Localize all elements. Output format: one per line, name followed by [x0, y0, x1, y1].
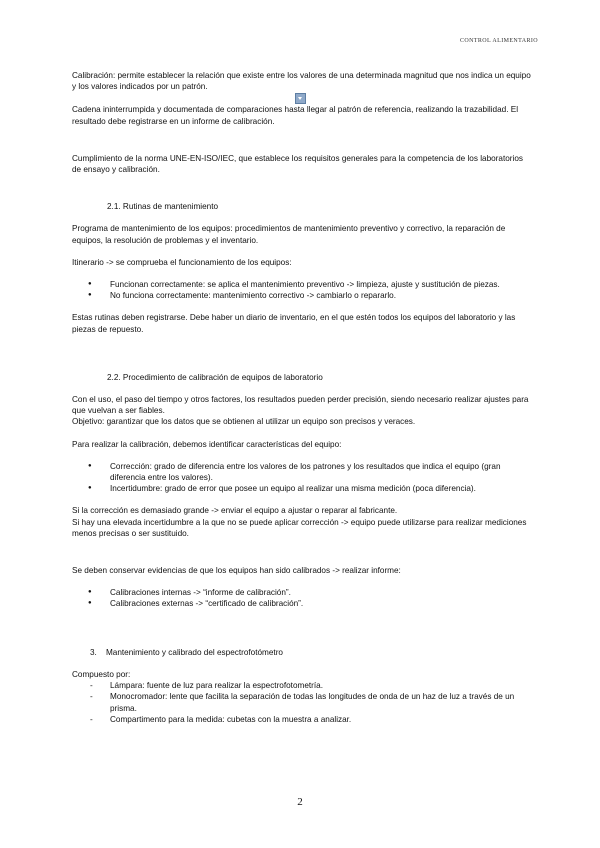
- section-3-heading: [72, 647, 534, 658]
- cadena-paragraph: Cadena ininterrumpida y documentada de comparaciones hasta llegar al patrón de referencia, realizando la trazabilidad. El resultado debe registrarse en un informe de calibración.: [72, 105, 519, 126]
- programa-paragraph: Programa de mantenimiento de los equipos: procedimientos de mantenimiento preventivo y correctivo, la reparación de equipos, la resolución de problemas y el inventario.: [72, 224, 506, 245]
- list-item: - Lámpara: fuente de luz para realizar la espectrofotometría.: [72, 680, 534, 691]
- evidencias-paragraph: Se deben conservar evidencias de que los equipos han sido calibrados -> realizar informe:: [72, 566, 401, 576]
- download-arrow-icon[interactable]: [295, 93, 306, 104]
- section-2-1-heading: 2.1. Rutinas de mantenimiento: [107, 202, 219, 212]
- list-item: ● Incertidumbre: grado de error que posee un equipo al realizar una misma medición (poca diferencia).: [72, 483, 534, 494]
- list-item: ● Funcionan correctamente: se aplica el mantenimiento preventivo -> limpieza, ajuste y sustitución de piezas.: [72, 279, 534, 290]
- caracteristicas-list: [72, 461, 534, 495]
- list-item: - Monocromador: lente que facilita la separación de todas las longitudes de onda de un haz de luz a través de un prisma.: [72, 691, 534, 713]
- list-item: ● No funciona correctamente: mantenimiento correctivo -> cambiarlo o repararlo.: [72, 290, 534, 301]
- list-item: - Compartimento para la medida: cubetas con la muestra a analizar.: [72, 714, 534, 725]
- itinerario-list: [72, 279, 534, 301]
- registro-paragraph: Estas rutinas deben registrarse. Debe haber un diario de inventario, en el que estén todos los equipos del laboratorio y las piezas de repuesto.: [72, 313, 516, 334]
- uso-paragraph: Con el uso, el paso del tiempo y otros factores, los resultados pueden perder precisión, siendo necesario realizar ajustes para que vuelvan a ser fiables.: [72, 395, 529, 416]
- calibracion-definition: Calibración: permite establecer la relación que existe entre los valores de una determinada magnitud que nos indica un equipo y los valores indicados por un patrón.: [72, 71, 531, 92]
- norma-paragraph: Cumplimiento de la norma UNE-EN-ISO/IEC, que establece los requisitos generales para la competencia de los laboratorios de ensayo y calibración.: [72, 153, 523, 175]
- compuesto-label: Compuesto por:: [72, 669, 131, 679]
- running-header: CONTROL ALIMENTARIO: [459, 38, 538, 44]
- para-realizar-paragraph: Para realizar la calibración, debemos identificar características del equipo:: [72, 439, 342, 449]
- objetivo-paragraph: Objetivo: garantizar que los datos que se obtienen al utilizar un equipo son precisos y veraces.: [72, 417, 416, 427]
- list-item: ● Corrección: grado de diferencia entre los valores de los patrones y los resultados que indica el equipo (gran diferencia entre los valores).: [72, 461, 534, 483]
- componentes-list: [72, 680, 534, 725]
- incertidumbre-paragraph: Si hay una elevada incertidumbre a la que no se puede aplicar corrección -> equipo puede utilizarse para realizar mediciones menos precisas o ser sustituido.: [72, 517, 527, 538]
- page-content: [72, 70, 534, 725]
- itinerario-paragraph: Itinerario -> se comprueba el funcionamiento de los equipos:: [72, 257, 292, 267]
- section-2-2-heading: 2.2. Procedimiento de calibración de equipos de laboratorio: [107, 372, 323, 382]
- section-3-title: Mantenimiento y calibrado del espectrofotómetro: [105, 647, 283, 657]
- list-item: ● Calibraciones externas -> “certificado de calibración”.: [72, 598, 534, 609]
- section-3-number: 3.: [90, 647, 97, 657]
- correccion-paragraph: Si la corrección es demasiado grande -> enviar el equipo a ajustar o reparar al fabricante.: [72, 506, 398, 516]
- informe-list: [72, 587, 534, 609]
- list-item: ● Calibraciones internas -> “informe de calibración”.: [72, 587, 534, 598]
- page-number: 2: [297, 796, 303, 808]
